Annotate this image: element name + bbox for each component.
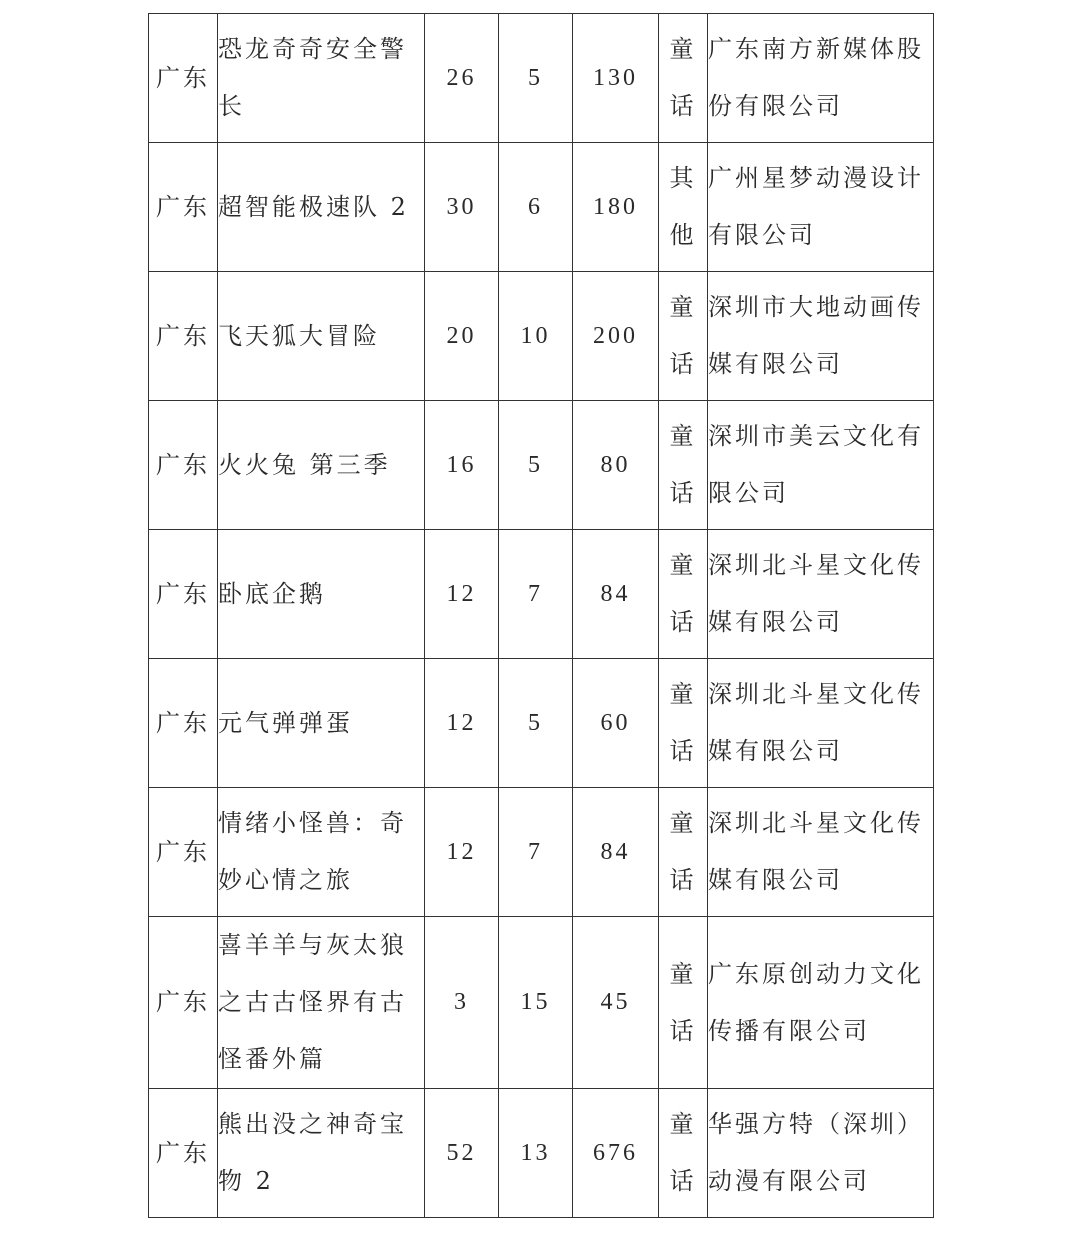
- company-cell: 深圳市大地动画传媒有限公司: [708, 272, 934, 401]
- genre-cell: 童话: [659, 917, 708, 1089]
- total-minutes-cell: 84: [573, 788, 659, 917]
- minutes-each-cell: 6: [499, 143, 573, 272]
- company-cell: 深圳北斗星文化传媒有限公司: [708, 659, 934, 788]
- total-minutes-cell: 45: [573, 917, 659, 1089]
- province-cell: 广东: [149, 659, 218, 788]
- title-cell: 情绪小怪兽：奇妙心情之旅: [218, 788, 425, 917]
- title-cell: 超智能极速队 2: [218, 143, 425, 272]
- table-row: [149, 659, 934, 788]
- table-row: [149, 401, 934, 530]
- minutes-each-cell: 7: [499, 530, 573, 659]
- minutes-each-cell: 5: [499, 401, 573, 530]
- genre-cell: 童话: [659, 1089, 708, 1218]
- total-minutes-cell: 80: [573, 401, 659, 530]
- title-cell: 卧底企鹅: [218, 530, 425, 659]
- province-cell: 广东: [149, 401, 218, 530]
- total-minutes-cell: 84: [573, 530, 659, 659]
- company-cell: 深圳北斗星文化传媒有限公司: [708, 788, 934, 917]
- table-row: [149, 1089, 934, 1218]
- title-cell: 飞天狐大冒险: [218, 272, 425, 401]
- episodes-cell: 16: [425, 401, 499, 530]
- province-cell: 广东: [149, 143, 218, 272]
- genre-cell: 童话: [659, 530, 708, 659]
- company-cell: 广州星梦动漫设计有限公司: [708, 143, 934, 272]
- title-cell: 元气弹弹蛋: [218, 659, 425, 788]
- minutes-each-cell: 5: [499, 659, 573, 788]
- minutes-each-cell: 7: [499, 788, 573, 917]
- genre-cell: 童话: [659, 401, 708, 530]
- company-cell: 深圳北斗星文化传媒有限公司: [708, 530, 934, 659]
- table-row: [149, 14, 934, 143]
- table-row: [149, 788, 934, 917]
- genre-cell: 其他: [659, 143, 708, 272]
- total-minutes-cell: 60: [573, 659, 659, 788]
- genre-cell: 童话: [659, 788, 708, 917]
- province-cell: 广东: [149, 272, 218, 401]
- genre-cell: 童话: [659, 14, 708, 143]
- table-row: [149, 272, 934, 401]
- company-cell: 广东原创动力文化传播有限公司: [708, 917, 934, 1089]
- table-row: [149, 143, 934, 272]
- province-cell: 广东: [149, 917, 218, 1089]
- company-cell: 广东南方新媒体股份有限公司: [708, 14, 934, 143]
- episodes-cell: 20: [425, 272, 499, 401]
- animation-registration-table: [148, 13, 934, 1218]
- province-cell: 广东: [149, 1089, 218, 1218]
- episodes-cell: 3: [425, 917, 499, 1089]
- total-minutes-cell: 180: [573, 143, 659, 272]
- minutes-each-cell: 5: [499, 14, 573, 143]
- minutes-each-cell: 15: [499, 917, 573, 1089]
- company-cell: 华强方特（深圳）动漫有限公司: [708, 1089, 934, 1218]
- episodes-cell: 26: [425, 14, 499, 143]
- genre-cell: 童话: [659, 659, 708, 788]
- province-cell: 广东: [149, 14, 218, 143]
- title-cell: 喜羊羊与灰太狼之古古怪界有古怪番外篇: [218, 917, 425, 1089]
- genre-cell: 童话: [659, 272, 708, 401]
- title-cell: 熊出没之神奇宝物 2: [218, 1089, 425, 1218]
- company-cell: 深圳市美云文化有限公司: [708, 401, 934, 530]
- minutes-each-cell: 10: [499, 272, 573, 401]
- title-cell: 恐龙奇奇安全警长: [218, 14, 425, 143]
- province-cell: 广东: [149, 530, 218, 659]
- episodes-cell: 12: [425, 530, 499, 659]
- title-cell: 火火兔 第三季: [218, 401, 425, 530]
- total-minutes-cell: 130: [573, 14, 659, 143]
- episodes-cell: 52: [425, 1089, 499, 1218]
- episodes-cell: 12: [425, 659, 499, 788]
- total-minutes-cell: 200: [573, 272, 659, 401]
- province-cell: 广东: [149, 788, 218, 917]
- table-row: [149, 530, 934, 659]
- total-minutes-cell: 676: [573, 1089, 659, 1218]
- episodes-cell: 12: [425, 788, 499, 917]
- minutes-each-cell: 13: [499, 1089, 573, 1218]
- episodes-cell: 30: [425, 143, 499, 272]
- table-row: [149, 917, 934, 1089]
